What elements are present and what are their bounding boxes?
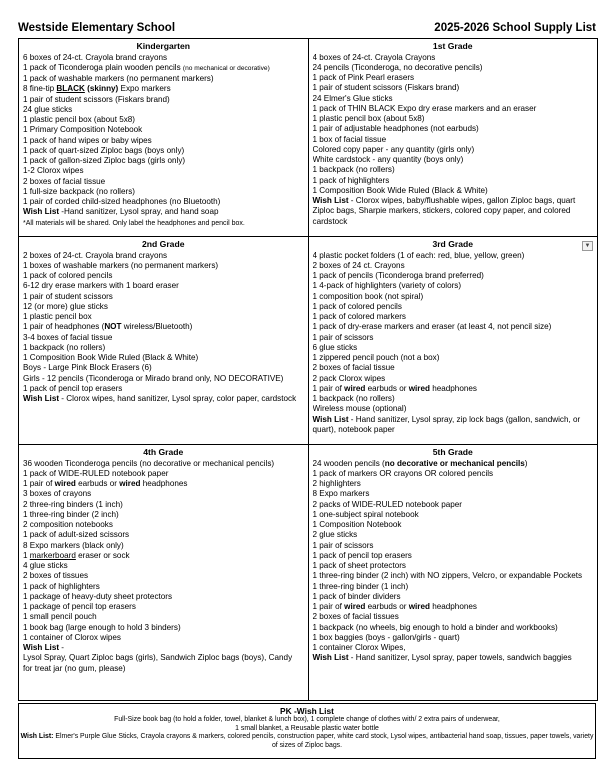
- list-item: 1 pair of adjustable headphones (not earbuds): [312, 124, 479, 134]
- list-item: 1 pack of Ticonderoga plain wooden pencils (no mechanical or decorative): [23, 62, 270, 72]
- list-item: 1 full-size backpack (no rollers): [23, 186, 135, 196]
- list-item: 2 boxes of 24 ct. Crayons: [312, 260, 405, 270]
- kindergarten-title: Kindergarten: [136, 41, 190, 51]
- list-item: 1 Composition Book Wide Ruled (Black & White): [23, 353, 199, 362]
- list-item: 1 pair of wired earbuds or wired headphones: [312, 383, 477, 393]
- list-item: 1 pack of sheet protectors: [312, 561, 406, 570]
- list-item: 1 pair of student scissors (Fiskars brand): [312, 83, 460, 93]
- list-item: 1 pack of adult-sized scissors: [23, 530, 130, 540]
- list-item: 2 boxes of facial tissues: [312, 612, 399, 622]
- prek-wish-list: Wish List: Elmer's Purple Glue Sticks, Crayola crayons & markers, colored pencils, construction paper, white card stock, Lysol wipes, antibacterial hand soap, tissues, paper towels, variety of sizes of Ziploc bags.: [20, 733, 594, 749]
- list-item: 1 pair of corded child-sized headphones (no Bluetooth): [23, 197, 221, 206]
- list-item: 1 pack of pencils (Ticonderoga brand preferred): [312, 271, 484, 280]
- list-item: 4 glue sticks: [23, 561, 68, 570]
- list-item: 2 boxes of 24-ct. Crayola brand crayons: [23, 250, 168, 260]
- list-item: 1 pack of binder dividers: [312, 591, 401, 601]
- list-item: 6-12 dry erase markers with 1 board eraser: [23, 281, 179, 291]
- list-item: White cardstock - any quantity (boys only): [312, 155, 464, 164]
- list-item: 1 book bag (large enough to hold 3 binders): [23, 622, 181, 632]
- list-item: 12 (or more) glue sticks: [23, 301, 108, 311]
- prek-title: PK -Wish List: [280, 706, 334, 716]
- list-item: 1 three-ring binder (2 inch) with NO zippers, Velcro, or expandable Pockets: [312, 571, 583, 581]
- list-item: 1 backpack (no rollers): [312, 165, 395, 175]
- list-item: 1 pack of colored pencils: [23, 271, 113, 280]
- list-item: 1 plastic pencil box (about 5x8): [23, 115, 136, 124]
- list-item: Boys - Large Pink Block Erasers (6): [23, 363, 152, 373]
- list-item: 1 pair of student scissors (Fiskars brand): [23, 94, 170, 104]
- list-item: 1 pack of highlighters: [312, 175, 390, 185]
- list-item: 6 boxes of 24-ct. Crayola brand crayons: [23, 52, 168, 62]
- list-item: 1 package of pencil top erasers: [23, 602, 136, 611]
- prek-cell: [18, 703, 596, 759]
- list-item: 1 boxes of washable markers (no permanent markers): [23, 260, 219, 270]
- list-item: 1 pack of highlighters: [23, 581, 100, 591]
- list-item: 1 pair of scissors: [312, 332, 374, 342]
- list-item: 1 pair of scissors: [312, 540, 374, 550]
- list-item: 1 three-ring binder (2 inch): [23, 509, 119, 519]
- list-item: 4 boxes of 24-ct. Crayola Crayons: [312, 52, 436, 62]
- page-header: [18, 22, 596, 38]
- list-item: 4 plastic pocket folders (1 of each: red, blue, yellow, green): [312, 250, 525, 260]
- list-item: Wireless mouse (optional): [312, 404, 407, 414]
- wish-list-label: Wish List -: [23, 643, 65, 652]
- grade1-cell: [308, 39, 598, 237]
- list-item: 1 pack of quart-sized Ziploc bags (boys only): [23, 145, 185, 155]
- grade4-cell: [19, 445, 309, 701]
- list-item: 1 container of Clorox wipes: [23, 632, 121, 642]
- list-item: 1 box baggies (boys - gallon/girls - quart): [312, 632, 460, 642]
- list-item: 1 4-pack of highlighters (variety of colors): [312, 281, 462, 291]
- list-title: 2025-2026 School Supply List: [434, 22, 596, 34]
- list-item: 1 composition book (not spiral): [312, 291, 424, 301]
- list-item: 24 wooden pencils (no decorative or mechanical pencils): [312, 458, 528, 468]
- footnote: *All materials will be shared. Only label the headphones and pencil box.: [23, 219, 245, 227]
- list-item: 1 pair of wired earbuds or wired headphones: [312, 602, 477, 611]
- list-item: 1 Composition Notebook: [312, 520, 402, 529]
- wish-list: Lysol Spray, Quart Ziploc bags (girls), Sandwich Ziploc bags (boys), Candy for treat jar (no gum, please): [23, 653, 293, 673]
- list-item: 1 package of heavy-duty sheet protectors: [23, 591, 173, 601]
- wish-list: Wish List - Hand sanitizer, Lysol spray, paper towels, sandwich baggies: [312, 653, 572, 663]
- list-item: 2 three-ring binders (1 inch): [23, 499, 123, 509]
- wish-list: Wish List -Hand sanitizer, Lysol spray, and hand soap: [23, 207, 219, 217]
- list-item: 1 pack of washable markers (no permanent markers): [23, 74, 214, 83]
- wish-list: Wish List - Clorox wipes, hand sanitizer, Lysol spray, color paper, cardstock: [23, 394, 297, 403]
- list-item: 1 pack of dry-erase markers and eraser (at least 4, not pencil size): [312, 322, 552, 332]
- list-item: 1 backpack (no rollers): [23, 342, 106, 352]
- kindergarten-cell: [19, 39, 309, 237]
- prek-line: 1 small blanket, a Reusable plastic water bottle: [235, 724, 379, 732]
- list-item: 2 pack Clorox wipes: [312, 373, 386, 383]
- list-item: 1 plastic pencil box (about 5x8): [312, 114, 425, 123]
- list-item: 6 glue sticks: [312, 342, 358, 352]
- grade3-title: 3rd Grade: [432, 239, 474, 249]
- list-item: 1 pack of markers OR crayons OR colored pencils: [312, 468, 494, 478]
- list-item: 1 pair of headphones (NOT wireless/Bluetooth): [23, 322, 193, 332]
- list-item: 2 highlighters: [312, 479, 361, 488]
- list-item: 1 pack of THIN BLACK Expo dry erase markers and an eraser: [312, 103, 537, 113]
- list-item: 2 packs of WIDE-RULED notebook paper: [312, 499, 462, 509]
- grade5-cell: [308, 445, 598, 701]
- list-item: 1 pack of WIDE-RULED notebook paper: [23, 468, 169, 478]
- grade2-cell: [19, 237, 309, 445]
- list-item: 1 box of facial tissue: [312, 134, 387, 144]
- list-item: 8 Expo markers: [312, 489, 370, 499]
- list-item: 1 pack of colored markers: [312, 312, 406, 321]
- grade3-cell: [308, 237, 598, 445]
- list-item: 1 pack of hand wipes or baby wipes: [23, 135, 152, 145]
- grade2-title: 2nd Grade: [141, 239, 185, 249]
- list-item: 24 glue sticks: [23, 104, 73, 114]
- list-item: 2 boxes of tissues: [23, 571, 89, 581]
- list-item: 1-2 Clorox wipes: [23, 166, 84, 176]
- chevron-down-icon[interactable]: ▼: [582, 241, 593, 251]
- grade1-title: 1st Grade: [432, 41, 473, 51]
- list-item: 1 small pencil pouch: [23, 612, 97, 622]
- list-item: 1 pack of Pink Pearl erasers: [312, 73, 415, 82]
- list-item: 2 composition notebooks: [23, 520, 113, 529]
- list-item: 1 zippered pencil pouch (not a box): [312, 353, 440, 362]
- list-item: 2 glue sticks: [312, 530, 358, 540]
- school-name: Westside Elementary School: [18, 22, 176, 34]
- list-item: 24 pencils (Ticonderoga, no decorative pencils): [312, 62, 483, 72]
- list-item: 1 Composition Book Wide Ruled (Black & White): [312, 185, 488, 195]
- list-item: 1 markerboard eraser or sock: [23, 550, 130, 560]
- list-item: Colored copy paper - any quantity (girls only): [312, 144, 475, 154]
- grade5-title: 5th Grade: [432, 447, 473, 457]
- list-item: 1 pack of gallon-sized Ziploc bags (girls only): [23, 156, 186, 165]
- list-item: 1 backpack (no rollers): [312, 394, 395, 403]
- list-item: 1 pack of pencil top erasers: [312, 550, 412, 560]
- list-item: 1 Primary Composition Notebook: [23, 125, 143, 135]
- prek-line: Full-Size book bag (to hold a folder, towel, blanket & lunch box), 1 complete change of clothes with/ 2 extra pairs of underwear,: [114, 716, 500, 723]
- list-item: 2 boxes of facial tissue: [312, 363, 395, 373]
- list-item: 36 wooden Ticonderoga pencils (no decorative or mechanical pencils): [23, 458, 275, 468]
- list-item: 3-4 boxes of facial tissue: [23, 332, 113, 342]
- wish-list: Wish List - Hand sanitizer, Lysol spray, zip lock bags (gallon, sandwich, or quart), notebook paper: [312, 414, 581, 434]
- list-item: 1 container Clorox Wipes,: [312, 643, 406, 652]
- list-item: 3 boxes of crayons: [23, 489, 92, 499]
- supply-grid: [18, 38, 598, 701]
- wish-list: Wish List - Clorox wipes, baby/flushable wipes, gallon Ziploc bags, quart Ziploc bags, Sharpie markers, stickers, colored copy paper, and colored cardstock: [312, 196, 576, 226]
- list-item: 1 pair of wired earbuds or wired headphones: [23, 479, 188, 488]
- list-item: Girls - 12 pencils (Ticonderoga or Mirado brand only, NO DECORATIVE): [23, 373, 284, 383]
- list-item: 2 boxes of facial tissue: [23, 176, 106, 186]
- grade4-title: 4th Grade: [143, 447, 184, 457]
- list-item: 24 Elmer's Glue sticks: [312, 93, 393, 103]
- list-item: 1 one-subject spiral notebook: [312, 509, 419, 519]
- list-item: 8 Expo markers (black only): [23, 540, 124, 550]
- list-item: 1 pair of student scissors: [23, 291, 113, 301]
- list-item: 1 pack of colored pencils: [312, 301, 402, 311]
- list-item: 1 plastic pencil box: [23, 312, 92, 321]
- list-item: 1 three-ring binder (1 inch): [312, 581, 409, 591]
- list-item: 1 backpack (no wheels, big enough to hold a binder and workbooks): [312, 622, 558, 632]
- list-item: 8 fine-tip BLACK (skinny) Expo markers: [23, 84, 171, 94]
- list-item: 1 pack of pencil top erasers: [23, 383, 123, 393]
